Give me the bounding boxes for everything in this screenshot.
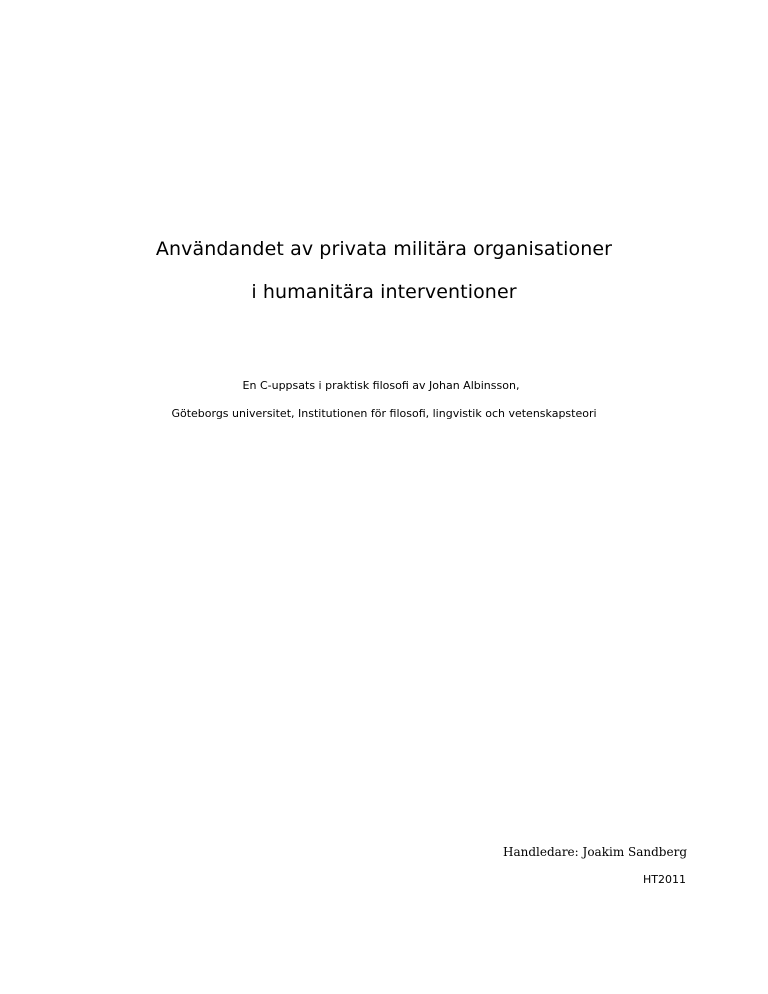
document-title-line-1: Användandet av privata militära organisationer [155, 238, 613, 260]
author-line: En C-uppsats i praktisk filosofi av Johan Albinsson, [242, 379, 520, 392]
supervisor-line: Handledare: Joakim Sandberg [503, 845, 687, 859]
document-title-line-2: i humanitära interventioner [251, 281, 517, 303]
term-label: HT2011 [643, 873, 686, 886]
institution-line: Göteborgs universitet, Institutionen för filosofi, lingvistik och vetenskapsteori [171, 407, 597, 420]
